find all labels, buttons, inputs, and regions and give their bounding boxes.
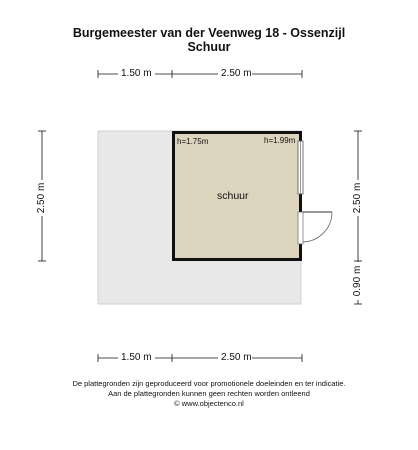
dim-top-label-1: 1.50 m xyxy=(121,68,152,79)
floor-title: Schuur xyxy=(187,40,231,54)
dim-left-label: 2.50 m xyxy=(36,182,47,214)
dim-bottom-label-1: 1.50 m xyxy=(121,352,152,363)
wall-right-lower xyxy=(299,244,302,261)
footer-disclaimer: De plattegronden zijn geproduceerd voor promotionele doeleinden en ter indicatie. xyxy=(72,379,346,388)
wall-right-upper xyxy=(299,131,302,141)
wall-top xyxy=(172,131,302,134)
room-height-left: h=1.75m xyxy=(177,137,209,146)
dim-right-lower-label: 0.90 m xyxy=(352,265,363,297)
footer-copyright: © www.objectenco.nl xyxy=(174,399,244,408)
address-title: Burgemeester van der Veenweg 18 - Ossenzijl xyxy=(72,26,346,40)
room-name: schuur xyxy=(217,190,249,202)
wall-right-mid xyxy=(299,194,302,212)
room-height-right: h=1.99m xyxy=(264,136,296,145)
footer-rights: Aan de plattegronden kunnen geen rechten worden ontleend xyxy=(108,389,310,398)
dim-bottom-label-2: 2.50 m xyxy=(221,352,252,363)
dim-right-upper-label: 2.50 m xyxy=(352,182,363,214)
wall-left xyxy=(172,131,175,261)
wall-bottom xyxy=(172,258,302,261)
dim-top-label-2: 2.50 m xyxy=(221,68,252,79)
door-swing-arc xyxy=(302,212,332,242)
